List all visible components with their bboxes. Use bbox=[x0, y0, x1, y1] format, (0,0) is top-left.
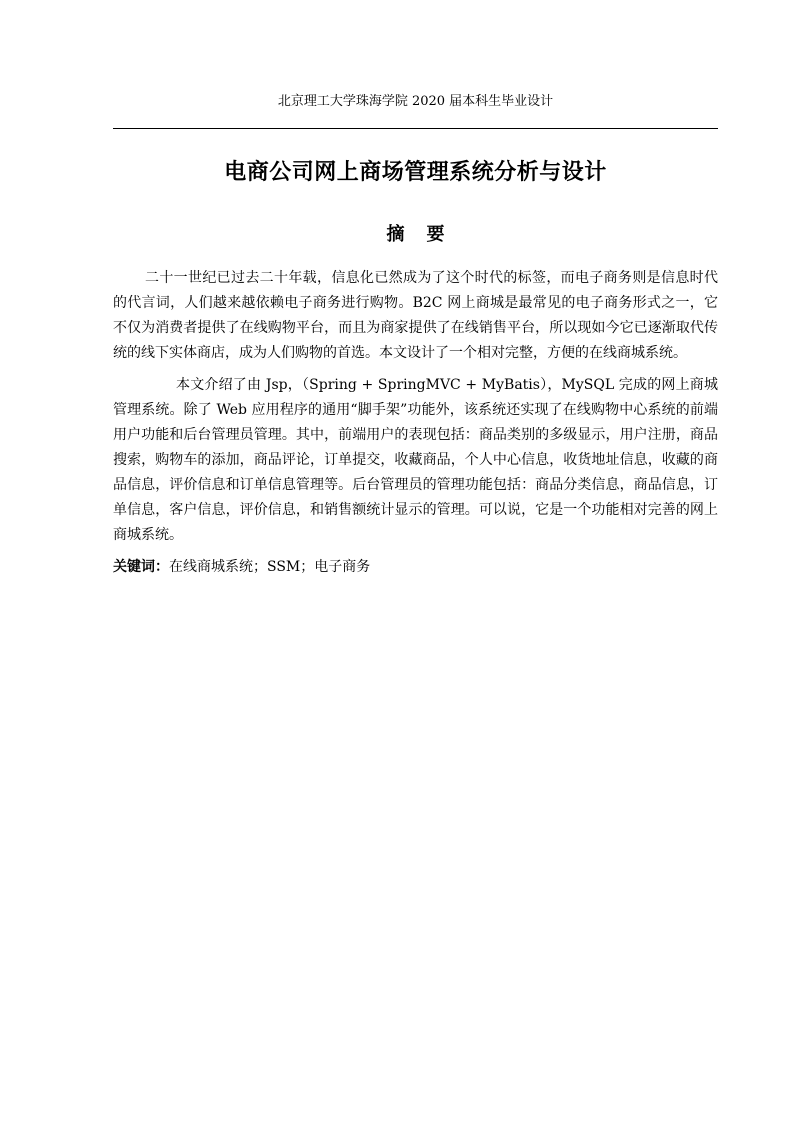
abstract-paragraph-2: 本文介绍了由 Jsp，（Spring + SpringMVC + MyBatis），MySQL 完成的网上商城管理系统。除了 Web 应用程序的通用“脚手架”功能外，该系统还实现了在线购物中心系统的前端用户功能和后台管理员管理。其中，前端用户的表现包括：商品类别的多级显示，用户注册，商品搜索，购物车的添加，商品评论，订单提交，收藏商品，个人中心信息，收货地址信息，收藏的商品信息，评价信息和订单信息管理等。后台管理员的管理功能包括：商品分类信息，商品信息，订单信息，客户信息，评价信息，和销售额统计显示的管理。可以说，它是一个功能相对完善的网上商城系统。 bbox=[113, 377, 718, 543]
header-rule bbox=[113, 128, 718, 129]
keywords-line bbox=[113, 555, 718, 580]
paper-title: 电商公司网上商场管理系统分析与设计 bbox=[224, 160, 607, 185]
abstract-paragraph-1: 二十一世纪已过去二十年载，信息化已然成为了这个时代的标签，而电子商务则是信息时代的代言词，人们越来越依赖电子商务进行购物。B2C 网上商城是最常见的电子商务形式之一，它不仅为消费者提供了在线购物平台，而且为商家提供了在线销售平台，所以现如今它已逐渐取代传统的线下实体商店，成为人们购物的首选。本文设计了一个相对完整，方便的在线商城系统。 bbox=[113, 270, 718, 361]
abstract-heading: 摘要 bbox=[386, 224, 467, 245]
keywords-label: 关键词： bbox=[113, 559, 169, 575]
running-header: 北京理工大学珠海学院 2020 届本科生毕业设计 bbox=[277, 94, 554, 109]
keywords-text: 在线商城系统；SSM；电子商务 bbox=[169, 559, 371, 575]
abstract-body bbox=[113, 266, 718, 580]
